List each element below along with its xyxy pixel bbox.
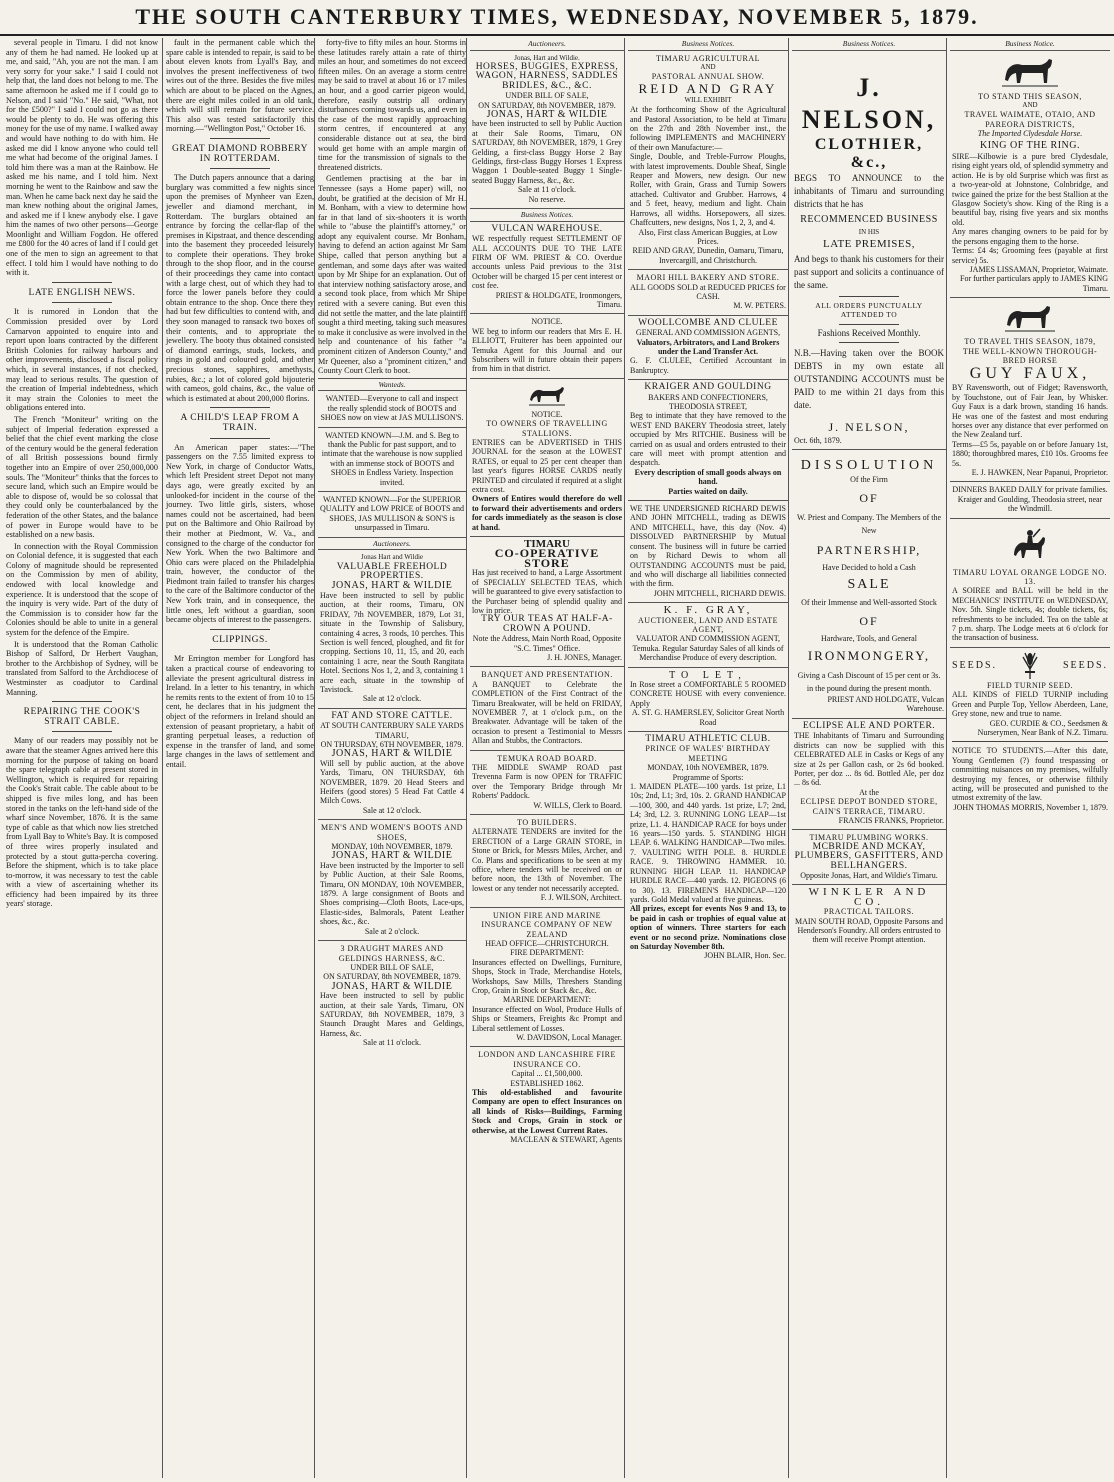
article-paragraph: The Dutch papers announce that a daring burglary was committed a few nights since upon the premises of Mynheer van Ezen, jeweller and diamond merchant, in Rotterdam. The burglars obtained an entrance by forcing the cellar-flap of the premises in Kipstraat, and thence descending into the basement they proceeded leisurely to complete their operations. They broke through to the shop floor, and in the course of their proceedings they came into contact with a large chest, out of which they had to force the lower panels before they could obtain entrance to the shop. Once there they had but few difficulties to contend with, and they soon managed to ransack two boxes of their contents, and to appropriate the jewellery. The booty thus obtained consisted of diamond earrings, studs, lockets, and rings in gold and coloured gold, and other precious stones, sapphires, amethysts, rubies, &c.; a lot of colored gold bijouterie with cameos, gold chains, &c., the value of which is estimated at about 200,000 florins. (166, 173, 314, 403)
ad-signature: JOHN MITCHELL, RICHARD DEWIS. (653, 588, 786, 598)
auction-ad-mares (318, 941, 466, 1051)
ad-body: A SOIREE and BALL will be held in the MECHANICS' INSTITUTE on WEDNESDAY, Nov. 5th. Single tickets, 4s; double tickets, 6s; refreshments to be included. Tea on the table at 7 p.m. sharp. The Lodge meets at 6 o'clock for the transaction of business. (952, 586, 1108, 643)
ad-title: TIMARU PLUMBING WORKS. (809, 833, 929, 843)
column-6 (788, 38, 946, 1478)
ad-title: WINKLER AND CO. (808, 886, 930, 908)
reserve-note: No reserve. (528, 194, 566, 204)
ad-body: And begs to thank his customers for their past support and solicits a continuance of the same. (794, 253, 944, 290)
ad-place: THEODOSIA STREET, (668, 402, 748, 411)
temuka-ad (470, 751, 624, 815)
union-insurance-ad (470, 908, 624, 1048)
ad-title: SALE (847, 577, 891, 593)
ad-body: Insurances effected on Dwellings, Furniture, Shops, Stock in Trade, Merchandise Hotels, Workshops, Saw Mills, Threshers Standing Crop, Grain in Stock or Stack &c., &c. (472, 957, 622, 995)
clothier-title: CLOTHIER, &c., (814, 135, 924, 171)
ad-body: WE THE UNDERSIGNED RICHARD DEWIS AND JOHN MITCHELL, trading as DEWIS AND MITCHELL, have, this day (Nov. 4) DISSOLVED PARTNERSHIP by Mutual consent. The business will in future be carried on by Richard Dewis to whom all OUTSTANDING ACCOUNTS must be paid, and who will discharge all liabilities connected with the firm. (630, 504, 786, 589)
ad-body: G. F. CLULEE, Certified Accountant in Bankruptcy. (630, 356, 786, 375)
article-continuation: forty-five to fifty miles an hour. Storms in these latitudes rarely attain a rate of thirty miles an hour, and sometimes do not exceed fifteen miles. On an average a storm centre may be said to travel at about 16 or 17 miles an hour, and a good carrier pigeon would, therefore, easily outstrip all ordinary disturbances coming towards us, and even in the case of the most rapidly approaching storm centres, if encountered at any considerable distance out at sea, the bird would get home with an ample margin of time for the transmission of signals to the threatened districts. (318, 38, 466, 172)
seeds-label-right: SEEDS. (1062, 660, 1108, 672)
ad-body: N.B.—Having taken over the BOOK DEBTS in my own estate all OUTSTANDING ACCOUNTS must be PAID to me within 21 days from this date. (794, 348, 944, 411)
article-paragraph: The French "Moniteur" writing on the subject of Imperial federation expressed a belief that the chief event marking the close of the century would be the general federation of all British possessions bound firmly together into an Empire of over 250,000,000 souls. The "Moniteur" thinks that the forces to secure land, which such an Empire would be able to dispose of, would be so colossal that they could only be counterbalanced by the federation of the other States, and the balance of power in Europe would have to be established on a new basis. (6, 414, 158, 540)
ad-note: All prizes, except for events Nos 9 and 13, to be paid in cash or trophies of equal value at option of winners. Three starters for each event or no second prize. Nominations close on Saturday November 8th. (630, 904, 786, 951)
ad-title: LONDON AND LANCASHIRE FIRE INSURANCE CO. (478, 1050, 616, 1069)
ad-body: Insurance effected on Wool, Produce Hulls of Ships or Steamers, Freights &c Prompt and Liberal settlement of Losses. (472, 1004, 622, 1033)
ad-subtitle: FIRE DEPARTMENT: (510, 948, 584, 958)
orange-lodge-ad (950, 519, 1110, 648)
guy-faux-ad (950, 298, 1110, 482)
ad-signature: For further particulars apply to JAMES KING Timaru. (960, 274, 1108, 293)
ad-title: PARTNERSHIP, (816, 542, 922, 557)
ad-title: HORSES, BUGGIES, EXPRESS, WAGON, HARNESS, SADDLES BRIDLES, &C., &C. (475, 62, 619, 91)
ad-small: IN HIS (858, 228, 880, 236)
vulcan-ad (470, 222, 624, 315)
eclipse-ad (792, 719, 946, 830)
ad-body: ALL GOODS SOLD at REDUCED PRICES for CASH. (630, 282, 786, 301)
kraiger-ad (628, 380, 788, 501)
auction-ad-freehold (318, 550, 466, 709)
separator (839, 324, 899, 325)
ad-signature: PRIEST AND HOLDGATE, Vulcan Warehouse. (827, 695, 944, 714)
separator (52, 302, 113, 303)
ad-body: THE MIDDLE SWAMP ROAD past Trevenna Farm is now OPEN for TRAFFIC over the Temporary Bridge through Mr Roberts' Paddock. (472, 763, 622, 801)
gray-ad (628, 603, 788, 667)
ad-established: ESTABLISHED 1862. (510, 1078, 584, 1088)
stallion-ad (470, 379, 624, 537)
ad-signature: M. W. PETERS. (733, 301, 786, 311)
bakery-ad (628, 270, 788, 316)
ad-note: Any mares changing owners to be paid for by the persons engaging them to the horse. (952, 227, 1108, 246)
ad-body: ALTERNATE TENDERS are invited for the ERECTION of a Large GRAIN STORE, in Stone or Brick, for Messrs Miles, Archer, and Co. Plans and specifications to be seen at my office, where tenders will be received on or before noon, the 13th of November. The lowest or any tender not necessarily accepted. (472, 827, 622, 893)
ad-title: UNION FIRE AND MARINE INSURANCE COMPANY OF NEW ZEALAND (481, 910, 613, 939)
ad-body: W. Priest and Company. The Members of the New (796, 512, 942, 535)
ad-body: ENTRIES can be ADVERTISED in THIS JOURNAL for the season at the LOWEST RATES, or equal to 25 per cent cheaper than last year's figures HORSE CARDS neatly PRINTED and circulated if required at a slight extra cost. (472, 438, 622, 495)
winkler-ad (792, 885, 946, 948)
ad-date: Oct. 6th, 1879. (794, 436, 842, 446)
ad-signature: JOHN BLAIR, Hon. Sec. (704, 951, 786, 961)
section-header: Business Notices. (792, 38, 946, 51)
ad-subtitle: MCBRIDE AND MCKAY, PLUMBERS, GASFITTERS, AND BELLHANGERS. (794, 841, 944, 871)
ad-title: NOTICE. (531, 317, 563, 327)
ad-body: Have been instructed by the Importer to sell by Public Auction, at their Sale Rooms, Timaru, ON MONDAY, 10th NOVEMBER, 1879. A large consignment of Boots and Shoes comprising—Cloth Boots, Lace-ups, Elastic-sides, Balmorals, Patent Leather shoes, &c., &c. (320, 860, 464, 927)
ad-title: DISSOLUTION (800, 458, 938, 474)
column-2 (162, 38, 314, 1478)
ad-body: Have Decided to hold a Cash (822, 562, 916, 572)
ad-subtitle: GENERAL AND COMMISSION AGENTS, (635, 328, 781, 338)
ad-body: Has just received to hand, a Large Assortment of SPECIALLY SELECTED TEAS, which will be guaranteed to give every satisfaction to the Purchaser being of splendid quality and low in price. (472, 568, 622, 615)
ad-signature: PRIEST & HOLDGATE, Ironmongers, Timaru. (495, 290, 622, 309)
ad-highlight: RECOMMENCED BUSINESS (800, 213, 938, 225)
dinners-ad: DINNERS BAKED DAILY for private families. Kraiger and Goulding, Theodosia street, near the Windmill. (950, 482, 1110, 518)
ad-signature: GEO. CURDIE & CO., Seedsmen & Nurserymen, Near Bank of N.Z. Timaru. (977, 718, 1108, 737)
ad-date: MONDAY, 10th NOVEMBER, 1879. (331, 842, 453, 852)
rider-on-horse-icon (1010, 525, 1050, 565)
ad-title: BANQUET AND PRESENTATION. (481, 670, 613, 680)
seeds-label-left: SEEDS. (952, 660, 998, 672)
ad-title: KRAIGER AND GOULDING (644, 382, 772, 393)
students-notice: NOTICE TO STUDENTS.—After this date, Young Gentlemen (?) found trespassing or committing nuisances on my premises, wilfully destroying my fences, or otherwise filthily acting, will be prosecuted and punished to the utmost extremity of the law. (952, 746, 1108, 803)
ad-subtitle: UNDER BILL OF SALE, (505, 91, 589, 101)
ad-date: ON THURSDAY, 6TH NOVEMBER, 1879. (320, 739, 464, 749)
ad-title: TIMARU AGRICULTURAL (655, 53, 761, 63)
ad-note: Also, First class American Buggies, at Low Prices. (638, 227, 778, 246)
sale-time: Sale at 11 o'clock. (362, 1038, 421, 1048)
ad-subtitle: TO OWNERS OF TRAVELLING STALLIONS. (486, 419, 608, 438)
masthead: THE SOUTH CANTERBURY TIMES, WEDNESDAY, NOVEMBER 5, 1879. (0, 0, 1114, 36)
ad-body: SIRE—Kilbowie is a pure bred Clydesdale, rising eight years old, of splendid symmetry and action. He is by old Surprise which was first as a two-year-old at Johnstone, Colnbridge, and twice gained the prize for the best Stallion at the Glasgow Society's show. King of the Ring is a beautiful bay, rising five years and six months old. (952, 152, 1108, 227)
ad-signature: REID AND GRAY, Dunedin, Oamaru, Timaru, Invercargill, and Christchurch. (632, 246, 784, 265)
separator (52, 282, 113, 283)
ad-subtitle: TRAVEL WAIMATE, OTAIO, AND PAREORA DISTRICTS, (964, 110, 1096, 129)
auctioneer-name: JONAS, HART & WILDIE (486, 109, 608, 121)
article-continuation: several people in Timaru. I did not know any of them he had named. He looked up at me, and said, "Ah, you are not the man. I am very sorry for your sake." I said I could not help that, the land does not belong to me. The same afternoon he asked me if I could go to Nelson, and I said "No." He said, "What, not for the £500?" I said I could not go as there would be plenty to do. He was offering this money for the use of my name. I walked away and would have nothing to do with him. He asked me did I know anyone who could tell me what had become of the original James. I told him there was a man at the Rainbow. He asked me his name, and I told him. Next morning he went to the Rainbow and saw the man. When he came back next day he said the man knew nothing about the original James, and asked me if I knew anybody else. I gave him the names of two other persons—George Moonlight and William Fogdon. He offered me £800 for the 40 acres of land if I could get one of the men to sign an agreement to that effect. I told him I would have nothing to do with it. (6, 38, 158, 278)
ad-body-bold: Owners of Entires would therefore do well to forward their advertisements and orders for cards immediately as the season is close at hand. (472, 494, 622, 532)
auctioneer-name: JONAS, HART & WILDIE (331, 980, 453, 992)
ad-body: Will sell by public auction, at the above Yards, Timaru, ON THURSDAY, 6th NOVEMBER, 1879. 20 Head Steers and Heifers (good stores) 5 Head Fat Cattle 4 Milch Cows. (320, 758, 464, 806)
section-header: Business Notices. (470, 209, 624, 222)
article-paragraph: Many of our readers may possibly not be aware that the steamer Agnes arrived here this morning for the purpose of taking on board the spare telegraph cable at present stored in Wellington, which is required for repairing the Cook's Strait cable. The cable about to be shipped is five miles long, and has been stored in the tanks on the left-hand side of the wharf since November, 1876. It is the same type of cable as that which now lies stretched from Lyall Bay to White's Bay. It is composed of three wires properly insulated and protected by a stout gutta-percha covering. Before the shipment, which is to take place to-morrow, it was necessary to test the cable with a view of ascertaining whether its efficiency had been impaired by its three years' storage. (6, 736, 158, 909)
ad-signature: MACLEAN & STEWART, Agents (510, 1135, 622, 1145)
ad-small: The Imported Clydesdale Horse. (977, 129, 1083, 139)
article-heading: LATE ENGLISH NEWS. (28, 287, 136, 298)
ad-subtitle: UNDER BILL OF SALE, (350, 962, 434, 972)
article-heading: REPAIRING THE COOK'S STRAIT CABLE. (23, 707, 141, 727)
column-1 (6, 38, 158, 1478)
ad-body-bold: This old-established and favourite Company are open to effect Insurances on all kinds of Risks—Buildings, Farming Stock and Crops, Grain in stock or otherwise, at the Lowest Current Rates. (472, 1088, 622, 1135)
section-header: Business Notice. (950, 38, 1110, 51)
ad-subtitle: PRACTICAL TAILORS. (823, 907, 915, 917)
ad-note: Parties waited on daily. (668, 486, 748, 496)
notice-ad (470, 314, 624, 378)
article-heading: GREAT DIAMOND ROBBERY IN ROTTERDAM. (172, 143, 308, 164)
builders-ad (470, 815, 624, 908)
ad-signature: J. H. JONES, Manager. (547, 652, 622, 662)
ad-body: VALUATOR AND COMMISSION AGENT, Temuka. Regular Saturday Sales of all kinds of Merchandise Produce of every description. (632, 634, 784, 663)
separator (839, 296, 899, 297)
article-paragraph: Gentlemen practising at the bar in Tennessee (says a Home paper) will, no doubt, be gratified at the decision of Mr H. M. Bonham, with a view to determine how far in that land of six-shooters it is worth while to "abuse the plaintiff's attorney," or adopt any equivalent course. Mr Bonham, having to defend an action against Mr Sam Shipe, called that person anything but a gentleman, and some days after was waited upon by Mr Shipe for an explanation. Out of that interview nothing satisfactory arose, and a second took place, from which Mr Shipe retired with a severe caning. But even this did not settle the matter, and the late plaintiff sought a third meeting, taking such measures to make it conclusive as were involved in the help and countenance of his father "a prominent citizen of Anderson County," and Mr Queener, also a "prominent citizen," and County Court Clerk to boot. (318, 174, 466, 376)
separator (52, 701, 113, 702)
columns (6, 38, 1110, 1478)
separator (52, 731, 113, 732)
nelson-name: J. NELSON, (801, 72, 937, 134)
ad-title: MAORI HILL BAKERY AND STORE. (636, 273, 780, 283)
section-header: Business Notices. (628, 38, 788, 51)
separator (210, 138, 269, 139)
ad-title: FIELD TURNIP SEED. (986, 680, 1074, 690)
auction-ad-horses (470, 51, 624, 210)
ad-body: Valuators, Arbitrators, and Land Brokers under the Land Transfer Act. (636, 337, 780, 356)
to-let-ad (628, 668, 788, 732)
ad-and: AND (1022, 101, 1038, 109)
wanted-ad: WANTED KNOWN—J.M. and S. Beg to thank the Public for past support, and to intimate that the warehouse is now supplied with an immense stock of BOOTS and SHOES in Endless Variety. Inspection invited. (318, 428, 466, 492)
article-paragraph: It is rumored in London that the Commission presided over by Lord Carnarvon appointed to enquire into and report upon loans contracted by the different British Colonies for railway harbours and other improvements, disclosed a fiscal policy which, in several instances, if not checked, may lead to serious results. The question of the creation of Imperial indebtedness, which it may strain the Colonies to meet the obligations entered into. (6, 307, 158, 413)
ad-signature: F. J. WILSON, Architect. (540, 893, 622, 903)
ad-body: WE respectfully request SETTLEMENT OF ALL ACCOUNTS DUE TO THE LATE FIRM OF WM. PRIEST & CO. Overdue accounts unless Paid previous to the 31st October will be charged 15 per cent interest or cost fee. (472, 234, 622, 291)
ad-subtitle: WILL EXHIBIT (684, 95, 732, 104)
auction-ad-boots (318, 820, 466, 941)
ad-body: Beg to intimate that they have removed to the WEST END BAKERY Theodosia street, lately occupied by Mrs RITCHIE. Business will be carried on as usual and orders entrusted to their care will meet with prompt attention and despatch. (630, 411, 786, 468)
ad-body-bold: Every description of small goods always on hand. (634, 467, 782, 487)
sale-time: Sale at 2 o'clock. (364, 926, 420, 936)
ad-subtitle: BAKERS AND CONFECTIONERS, (648, 392, 768, 402)
ad-signature: JOHN THOMAS MORRIS, November 1, 1879. (953, 802, 1108, 812)
ad-subtitle: PRINCE OF WALES' BIRTHDAY MEETING (645, 744, 771, 763)
ad-signature: JAMES LISSAMAN, Proprietor, Waimate. (969, 264, 1108, 274)
ad-title: TIMARU LOYAL ORANGE LODGE NO. 13. (953, 567, 1107, 587)
ad-title: VALUABLE FREEHOLD PROPERTIES. (336, 561, 448, 582)
draught-horse-icon (1000, 57, 1060, 89)
ad-subtitle: THE WELL-KNOWN THOROUGH-BRED HORSE (962, 346, 1098, 365)
ad-body: Giving a Cash Discount of 15 per cent or 3s. in the pound during the present month. (797, 671, 941, 694)
ad-body: WE beg to inform our readers that Mrs E. H. ELLIOTT, Fruiterer has been appointed our Temuka Agent for this Journal and our Subscribers will in future obtain their papers from him in that district. (472, 326, 622, 374)
ad-and: AND (700, 63, 716, 71)
ad-subtitle: AUCTIONEER, LAND AND ESTATE AGENT, (638, 615, 778, 634)
ad-title: TEMUKA ROAD BOARD. (497, 753, 597, 763)
ad-body: BEGS TO ANNOUNCE to the inhabitants of Timaru and surrounding districts that he has (794, 172, 944, 209)
separator (210, 649, 269, 650)
ad-body: ALL KINDS of FIELD TURNIP including Green and Purple Top, Yellow Aberdeen, Lane, Grey stone, new and true to name. (952, 690, 1108, 719)
column-3 (314, 38, 466, 1478)
auction-ad-cattle (318, 709, 466, 820)
ad-title: 3 DRAUGHT MARES AND GELDINGS HARNESS, &C. (338, 944, 446, 963)
column-7 (946, 38, 1110, 1478)
section-header: Auctioneers. (318, 538, 466, 551)
ad-signature: J. NELSON, (828, 420, 910, 435)
ad-title: IRONMONGERY, (807, 648, 931, 664)
ad-title: TO TRAVEL THIS SEASON, 1879, (964, 337, 1096, 347)
ad-body: Hardware, Tools, and General (821, 633, 917, 643)
ad-date: MONDAY, 10th NOVEMBER, 1879. (647, 763, 769, 773)
seeds-header (952, 651, 1108, 681)
ad-body: BY Ravensworth, out of Fidget; Ravensworth, by Touchstone, out of Fair Jean, by Whisker. Guy Faux is a dark brown, standing 16 hands. He was one of the fastest and most enduring horses over any distance that ever performed on the New Zealand turf. (952, 383, 1108, 440)
auctioneer-name: JONAS, HART & WILDIE (331, 850, 453, 862)
ad-body: THE Inhabitants of Timaru and Surrounding districts can now be supplied with this CELEBRATED ALE in Casks or Kegs of any size at 2s per Gallon cash, or 2s 6d booked. Porter, per doz ... 8s 6d. Bottled Ale, per doz ... 8s 6d. (794, 731, 944, 788)
ad-body: have been instructed to sell by Public Auction at their Sale Rooms, Timaru, ON SATURDAY, 8th NOVEMBER, 1879, 1 Grey Gelding, a first-class Buggy Horse 2 Bay Geldings, first-class Buggy Horses 1 Express Waggon 1 Double-seated Buggy 1 Single-seated Buggy Harness, &c., &c. (472, 119, 622, 185)
horse-icon (527, 385, 567, 407)
article-paragraph: It is understood that the Roman Catholic Bishop of Salford, Dr Herbert Vaughan, brother to the Archbishop of Sydney, will be translated from Salford to the Archdiocese of Westminster as coadjutor to Cardinal Manning. (6, 639, 158, 697)
ad-title: FAT AND STORE CATTLE. (331, 710, 453, 721)
dissolution-ad (792, 450, 946, 718)
separator (210, 407, 269, 408)
ad-body: Have been instructed to sell by public auction, at their rooms, Timaru, ON FRIDAY, 7th NOVEMBER, 1879, Lot 31, situate in the Township of Salisbury, containing 4 acres, 3 roods, 10 perches. This Section is well fenced, ploughed, and fit for cropping. Sections 10, 11, 15, and 20, each containing 1 acre, near the South Rangitata Hotel. Sections Nos 1, 2, and 3, containing 1 acre each, situate in the township of Tavistock. (320, 590, 464, 694)
separator (839, 342, 899, 343)
auctioneer-line: Jonas Hart and Wildie (361, 553, 423, 562)
ad-title: NOTICE. (531, 409, 563, 419)
horse-name: GUY FAUX, (969, 365, 1091, 383)
ad-date: ON SATURDAY, 8th NOVEMBER, 1879. (478, 100, 616, 110)
ad-body: Have been instructed to sell by public auction, at their sale Yards, Timaru, ON SATURDAY, 8th NOVEMBER, 1879, 3 Staunch Draught Mares and Geldings, Harness, &c. (320, 991, 464, 1038)
ad-title: TO BUILDERS. (517, 818, 577, 828)
ad-terms: Terms: £4 4s; Grooming fees (payable at first service) 5s. (952, 246, 1108, 265)
column-4 (466, 38, 624, 1478)
ad-place: AT SOUTH CANTERBURY SALE YARDS TIMARU, (320, 721, 464, 740)
racehorse-icon (1003, 304, 1057, 334)
separator (210, 629, 269, 630)
ad-small: At the (859, 787, 879, 797)
ad-title: TIMARU ATHLETIC CLUB. (645, 734, 771, 744)
separator (210, 168, 269, 169)
plumbing-ad (792, 830, 946, 885)
horse-name: KING OF THE RING. (980, 139, 1080, 151)
sale-time: Sale at 12 o'clock. (362, 805, 422, 815)
ad-of: OF (859, 613, 879, 628)
wheat-sheaf-icon (1013, 651, 1047, 681)
article-continuation: fault in the permanent cable which the spare cable is intended to repair, is said to be about eleven knots from Lyall's Bay, and involves the present ineffectiveness of two wires out of the three. Besides the five miles which are about to be placed on the Agnes, there are eight miles coiled in an old tank, which will still remain for future service. This also was tested satisfactorily this morning.—"Wellington Post," October 16. (166, 38, 314, 134)
ad-highlight: LATE PREMISES, (823, 238, 915, 251)
ad-small: Of the Firm (850, 475, 888, 485)
ad-title: PASTORAL ANNUAL SHOW. (651, 72, 765, 82)
ad-title: VULCAN WAREHOUSE. (491, 223, 603, 234)
ad-of: OF (859, 490, 879, 505)
ad-note: Fashions Received Monthly. (817, 327, 921, 338)
ad-title: K. F. GRAY, (663, 604, 753, 617)
article-heading: CLIPPINGS. (212, 634, 268, 645)
article-paragraph: An American paper states:—"The passengers on the 7.55 limited express to New York, in charge of Conductor Watts, which left President street Depot not many days ago, were greatly excited by an unlooked-for incident in the course of the journey. Two little girls, sisters, whose names could not be ascertained, had been put on the Baltimore and Ohio Railroad by their mother at Piedmont, W. Va., and consigned to the charge of the conductor for New York. When the two Baltimore and Ohio cars were placed on the Philadelphia train, however, the conductor of the Piedmont train failed to transfer his charges to the care of the Baltimore conductor of the New York train, and in consequence, the little ones, left without a guardian, soon became objects of interest to the passengers. (166, 442, 314, 625)
nelson-ad (792, 51, 946, 451)
auctioneer-name: JONAS, HART & WILDIE (331, 748, 453, 760)
ad-body: Of their Immense and Well-assorted Stock (801, 598, 937, 608)
column-5 (624, 38, 788, 1478)
ad-note: Note the Address, Main North Road, Opposite "S.C. Times" Office. (472, 634, 622, 653)
auctioneer-line: Jonas, Hart and Wildie. (514, 53, 580, 62)
ad-subtitle: MARINE DEPARTMENT: (503, 995, 591, 1005)
ad-title: TO LET, (669, 669, 747, 681)
sale-time: Sale at 12 o'clock. (362, 694, 422, 704)
ad-subtitle: Programme of Sports: (672, 772, 744, 782)
ad-note: ALL ORDERS PUNCTUALLY ATTENDED TO (815, 300, 923, 320)
section-header: Wanteds. (318, 378, 466, 392)
ad-signature: E. J. HAWKEN, Near Papanui, Proprietor. (971, 468, 1108, 477)
ad-subtitle: HEAD OFFICE—CHRISTCHURCH. (485, 938, 609, 948)
coop-store-ad (470, 537, 624, 667)
separator (952, 741, 1108, 742)
ad-title: MEN'S AND WOMEN'S BOOTS AND SHOES, (320, 823, 464, 842)
ad-list: 1. MAIDEN PLATE—100 yards. 1st prize, L1 10s; 2nd, L1; 3rd, 10s. 2. GRAND HANDICAP—100, 300, and 440 yards. 1st prize, L7; 2nd, L4; 3rd, L2. 3. RUNNING LONG LEAP—1st prize, L1. 4. HANDICAP RACE for boys under 16 years—150 yards. 5. STANDING HIGH LEAP. 6. WALKING HANDICAP—Two miles. 7. VAULTING WITH POLE. 8. HURDLE RACE. 9. THROWING HAMMER. 10. RUNNING HIGH LEAP. 11. HANDICAP HURDLE RACE—440 yards. 12. PIGEONS (6 to 30). 13. FIREMEN'S HANDICAP—120 yards. Gold Medal valued at five guineas. (630, 782, 786, 904)
king-of-ring-ad (950, 51, 1110, 299)
ad-title: TO STAND THIS SEASON, (978, 91, 1082, 101)
ad-title: WOOLLCOMBE AND CLULEE (638, 317, 778, 328)
ad-body: In Rose street a COMFORTABLE 5 ROOMED CONCRETE HOUSE with every convenience. Apply (630, 679, 786, 708)
ad-terms: Terms—£5 5s, payable on or before January 1st, 1880; thoroughbred mares, £10 10s. Grooms fee 5s. (952, 439, 1108, 468)
woollcombe-ad (628, 316, 788, 380)
ad-date: ON SATURDAY, 8th NOVEMBER, 1879. (323, 972, 461, 982)
ad-title: TIMARU (524, 538, 570, 551)
ad-list: Single, Double, and Treble-Furrow Ploughs, with latest improvements. Double Sheaf, Single Reaper and Mowers, new design. Our new Roller, with Grain, Grass and Turnip Sowers attached. Cultivator and Grubber. Harrows, 4 and 5 feet, heavy, medium and light. Chain Harrows, all widths. Horsepowers, all sizes. Chaffcutters, new designs, Nos 1, 2, 3, and 4. (630, 152, 786, 228)
article-paragraph: In connection with the Royal Commission on Colonial defence, it is suggested that each Colony of magnitude should be represented on the Commission by men of ability, endowed with local knowledge and experience. It is understood that the scope of the inquiry is very wide. Part of the duty of the Commission is to consider how far the Colonies should be able to unite in a general system for the defence of the Empire. (6, 541, 158, 638)
auctioneer-name: JONAS, HART & WILDIE (331, 580, 453, 592)
wanted-ad: WANTED—Everyone to call and inspect the really splendid stock of BOOTS and SHOES now on view at JAS MULLISON'S. (318, 391, 466, 427)
exhibitor-name: REID AND GRAY (638, 80, 778, 96)
ad-signature: A. ST. G. HAMERSLEY, Solicitor Great North Road (631, 708, 785, 727)
ad-body: MAIN SOUTH ROAD, Opposite Parsons and Henderson's Foundry. All orders entrusted to them will receive Prompt attention. (795, 916, 943, 945)
ad-capital: Capital ... £1,500,000. (511, 1069, 583, 1079)
article-heading: A CHILD'S LEAP FROM A TRAIN. (180, 413, 300, 433)
ad-signature: W. DAVIDSON, Local Manager. (516, 1032, 622, 1042)
show-ad (628, 51, 788, 271)
ad-highlight: TRY OUR TEAS AT HALF-A-CROWN A POUND. (481, 614, 613, 634)
article-paragraph: Mr Errington member for Longford has taken a practical course of endeavoring to alleviate the present agricultural distress in Ireland. In a letter to his tenantry, in which he remits rents to the extent of from 10 to 15 cent, he declares that in his judgment the object of the reformers in Ireland should an extension of peasant proprietary, a habit of granting perpetual leases, a reduction of expense in the transfer of land, and some large changes in the laws of settlement and entail. (166, 654, 314, 769)
section-header: Auctioneers. (470, 38, 624, 51)
ad-place: ECLIPSE DEPOT BONDED STORE, CAIN'S TERRACE, TIMARU. (800, 797, 938, 816)
athletic-ad (628, 732, 788, 965)
ad-body: A BANQUET to Celebrate the COMPLETION of the First Contract of the Timaru Breakwater, will be held on FRIDAY, NOVEMBER 7, at 1 o'clock p.m., on the Breakwater. Advantage will be taken of the occasion to present a Testimonial to Messrs Allan and Stubbs, the Contractors. (472, 679, 622, 746)
ad-body: At the forthcoming Show of the Agricultural and Pastoral Association, to be held at Timaru on the 27th and 28th November inst., the following IMPLEMENTS and MACHINERY of their own Manufacture:— (630, 105, 786, 152)
ad-body: Opposite Jonas, Hart, and Wildie's Timaru. (800, 870, 938, 880)
separator (210, 438, 269, 439)
ad-title: ECLIPSE ALE AND PORTER. (802, 720, 936, 731)
banquet-ad (470, 667, 624, 750)
wanted-ad: WANTED KNOWN—For the SUPERIOR QUALITY and LOW PRICE of BOOTS and SHOES, JAS MULLISON & SON'S is unsurpassed in Timaru. (318, 492, 466, 538)
sale-time: Sale at 11 o'clock. (517, 185, 576, 195)
london-insurance-ad (470, 1047, 624, 1148)
dissolution-notice (628, 501, 788, 603)
ad-title: CO-OPERATIVE STORE (494, 546, 600, 570)
seeds-ad (950, 648, 1110, 816)
ad-signature: FRANCIS FRANKS, Proprietor. (838, 815, 944, 825)
ad-signature: W. WILLS, Clerk to Board. (533, 800, 622, 810)
